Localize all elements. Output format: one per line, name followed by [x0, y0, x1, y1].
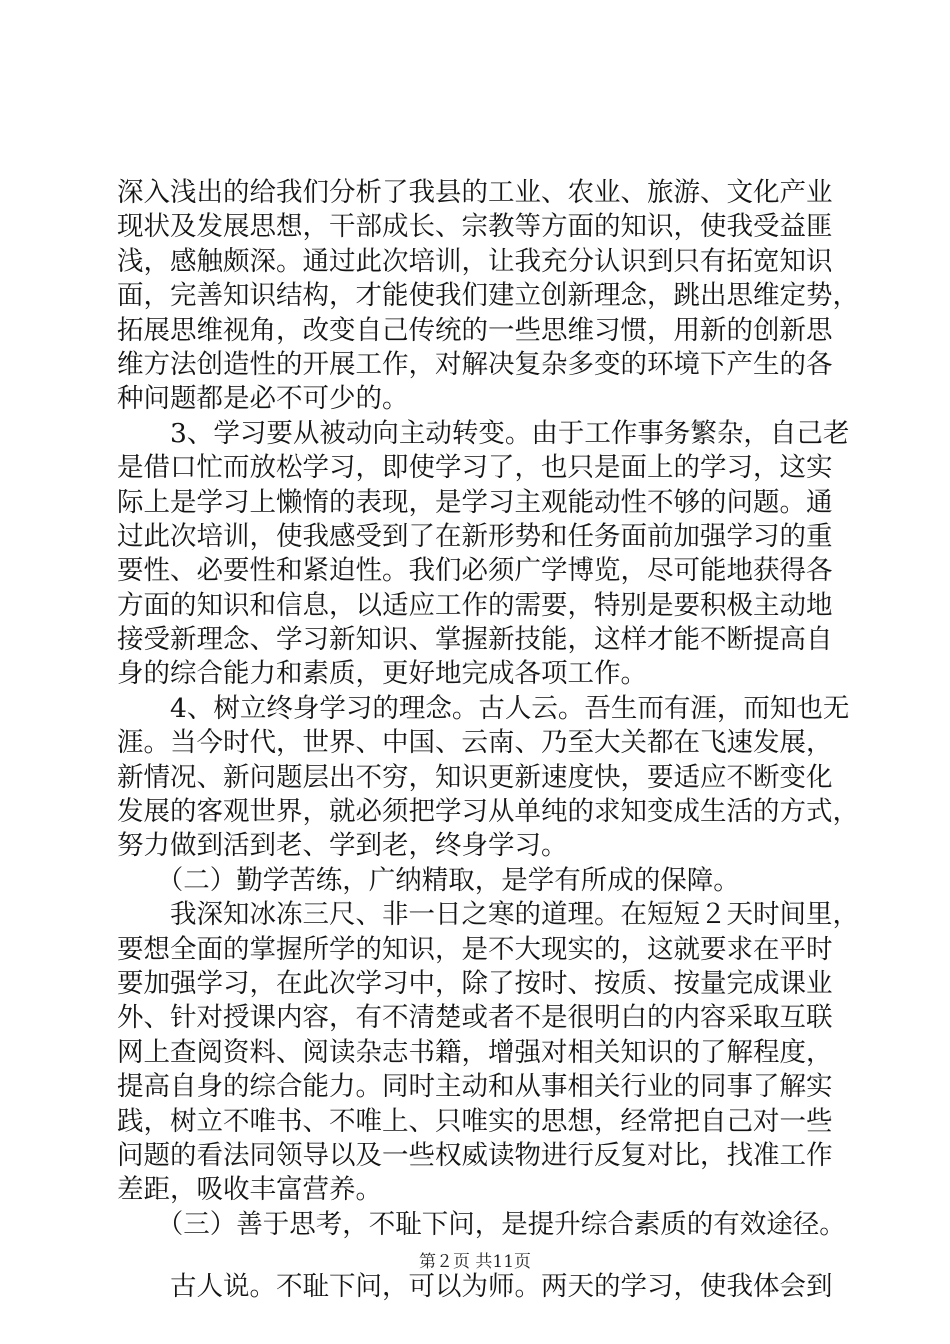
text-line: 发展的客观世界，就必须把学习从单纯的求知变成生活的方式，: [117, 796, 859, 828]
text-line: 涯。当今时代，世界、中国、云南、乃至大关都在飞速发展，: [117, 727, 833, 759]
text-line: 是借口忙而放松学习，即使学习了，也只是面上的学习，这实: [117, 452, 833, 484]
text-line: 接受新理念、学习新知识、掌握新技能，这样才能不断提高自: [117, 624, 833, 656]
text-line: 际上是学习上懒惰的表现，是学习主观能动性不够的问题。通: [117, 486, 833, 518]
page-footer: 第２页 共11页: [418, 1252, 532, 1272]
text-line: 外、针对授课内容，有不清楚或者不是很明白的内容采取互联: [117, 1002, 833, 1034]
text-line: 深入浅出的给我们分析了我县的工业、农业、旅游、文化产业: [117, 177, 833, 208]
text-line: 3、学习要从被动向主动转变。由于工作事务繁杂，自己老: [117, 417, 850, 449]
text-line: 古人说。不耻下问，可以为师。两天的学习，使我体会到: [117, 1271, 833, 1303]
text-line: 要性、必要性和紧迫性。我们必须广学博览，尽可能地获得各: [117, 555, 833, 587]
text-line: 4、树立终身学习的理念。古人云。吾生而有涯，而知也无: [117, 692, 850, 724]
text-line: 方面的知识和信息，以适应工作的需要，特别是要积极主动地: [117, 589, 833, 621]
text-line: 要想全面的掌握所学的知识，是不大现实的，这就要求在平时: [117, 933, 833, 965]
text-line: 浅，感触颇深。通过此次培训，让我充分认识到只有拓宽知识: [117, 245, 833, 277]
text-line: 践，树立不唯书、不唯上、只唯实的思想，经常把自己对一些: [117, 1105, 833, 1137]
text-line: （二）勤学苦练，广纳精取，是学有所成的保障。: [117, 864, 740, 896]
text-line: 问题的看法同领导以及一些权威读物进行反复对比，找准工作: [117, 1139, 833, 1171]
text-line: 网上查阅资料、阅读杂志书籍，增强对相关知识的了解程度，: [117, 1036, 833, 1068]
text-line: 新情况、新问题层出不穷，知识更新速度快，要适应不断变化: [117, 761, 833, 793]
text-line: 面，完善知识结构，才能使我们建立创新理念，跳出思维定势，: [117, 280, 859, 312]
text-line: 拓展思维视角，改变自己传统的一些思维习惯，用新的创新思: [117, 314, 833, 346]
text-line: 努力做到活到老、学到老，终身学习。: [117, 830, 568, 862]
text-line: 差距，吸收丰富营养。: [117, 1174, 382, 1206]
text-line: 提高自身的综合能力。同时主动和从事相关行业的同事了解实: [117, 1071, 833, 1103]
body-text: [117, 176, 859, 1305]
text-line: （三）善于思考，不耻下问，是提升综合素质的有效途径。: [117, 1208, 846, 1240]
text-line: 种问题都是必不可少的。: [117, 383, 409, 415]
text-line: 要加强学习，在此次学习中，除了按时、按质、按量完成课业: [117, 967, 833, 999]
text-line: 身的综合能力和素质，更好地完成各项工作。: [117, 658, 647, 690]
text-line: 现状及发展思想，干部成长、宗教等方面的知识，使我受益匪: [117, 211, 833, 243]
text-line: 我深知冰冻三尺、非一日之寒的道理。在短短２天时间里，: [117, 899, 859, 931]
text-line: 过此次培训，使我感受到了在新形势和任务面前加强学习的重: [117, 520, 833, 552]
text-line: 维方法创造性的开展工作，对解决复杂多变的环境下产生的各: [117, 348, 833, 380]
